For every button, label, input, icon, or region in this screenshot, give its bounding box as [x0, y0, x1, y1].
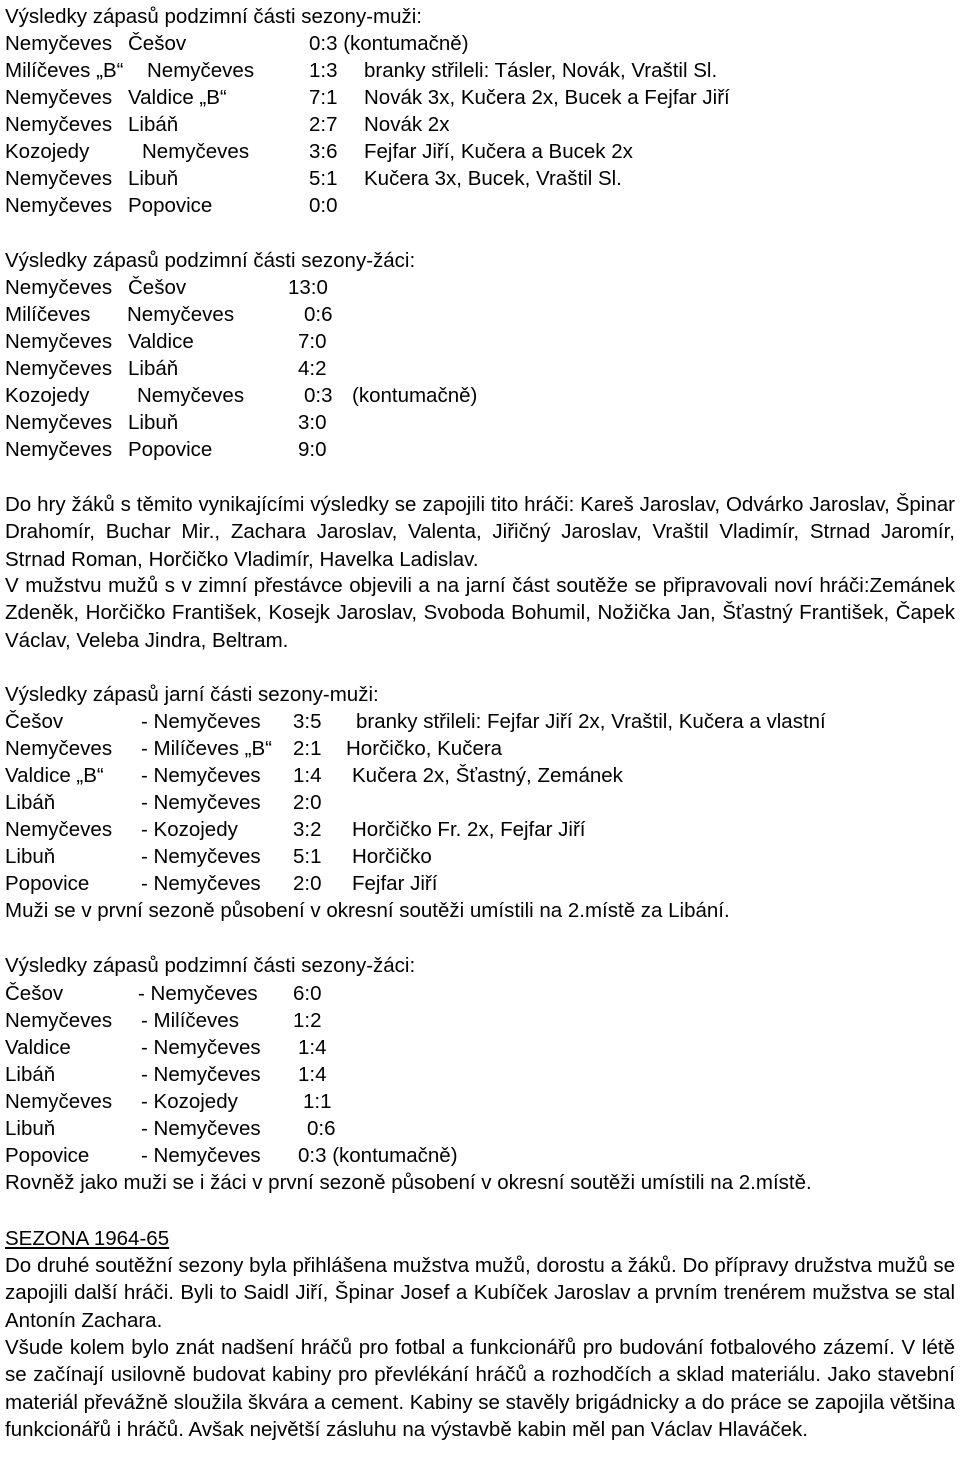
home-team: Popovice — [5, 1144, 90, 1167]
home-team: Libuň — [5, 845, 56, 868]
spring-men-heading: Výsledky zápasů jarní části sezony-muži: — [5, 683, 379, 706]
away-team: - Nemyčeves — [141, 872, 261, 895]
away-team: Valdice „B“ — [128, 86, 227, 109]
home-team: Libuň — [5, 1117, 56, 1140]
scorers-note: Horčičko — [352, 845, 432, 868]
away-team: Nemyčeves — [137, 384, 245, 407]
away-team: - Nemyčeves — [141, 1117, 261, 1140]
away-team: Libáň — [128, 113, 179, 136]
score: 2:7 — [309, 113, 338, 136]
home-team: Milíčeves — [5, 303, 91, 326]
scorers-note: branky střileli: Fejfar Jiří 2x, Vraštil, Kučera a vlastní — [356, 710, 826, 733]
home-team: Nemyčeves — [5, 276, 113, 299]
winter-players-paragraph: V mužstvu mužů s v zimní přestávce objevili a na jarní část soutěže se připravovali noví hráči:Zemánek Zdeněk, Horčičko František, Kosejk Jaroslav, Svoboda Bohumil, Nožička Jan, Šťastný František, Čapek Václav, Veleba Jindra, Beltram. — [5, 574, 955, 652]
home-team: Nemyčeves — [5, 113, 113, 136]
away-team: Nemyčeves — [142, 140, 250, 163]
score: 3:6 — [309, 140, 338, 163]
scorers-note: Kučera 3x, Bucek, Vraštil Sl. — [364, 167, 622, 190]
home-team: Nemyčeves — [5, 438, 113, 461]
spring-boys-heading: Výsledky zápasů podzimní části sezony-žáci: — [5, 954, 416, 977]
away-team: Libuň — [128, 167, 179, 190]
home-team: Nemyčeves — [5, 737, 113, 760]
boys-players-paragraph: Do hry žáků s těmito vynikajícími výsledky se zapojili tito hráči: Kareš Jaroslav, Odvárko Jaroslav, Špinar Drahomír, Buchar Mir., Zachara Jaroslav, Valenta, Jiřičný Jaroslav, Vraštil Vladimír, Strnad Jaromír, Strnad Roman, Horčičko Vladimír, Havelka Ladislav. — [5, 493, 955, 571]
score: 2:0 — [293, 872, 322, 895]
spring-boys-summary: Rovněž jako muži se i žáci v první sezoně působení v okresní soutěži umístili na 2.místě. — [5, 1171, 812, 1194]
score: 2:0 — [293, 791, 322, 814]
scorers-note: Horčičko, Kučera — [346, 737, 503, 760]
score: 3:5 — [293, 710, 322, 733]
away-team: - Nemyčeves — [141, 764, 261, 787]
home-team: Libáň — [5, 791, 56, 814]
spring-men-summary: Muži se v první sezoně působení v okresní soutěži umístili na 2.místě za Libání. — [5, 899, 730, 922]
away-team: Češov — [128, 32, 187, 55]
home-team: Valdice „B“ — [5, 764, 104, 787]
score: 2:1 — [293, 737, 322, 760]
home-team: Valdice — [5, 1036, 71, 1059]
home-team: Kozojedy — [5, 384, 90, 407]
home-team: Popovice — [5, 872, 90, 895]
scorers-note: Novák 3x, Kučera 2x, Bucek a Fejfar Jiří — [364, 86, 730, 109]
score-note: (kontumačně) — [352, 384, 478, 407]
score: 1:4 — [293, 764, 322, 787]
scorers-note: Fejfar Jiří — [352, 872, 438, 895]
score: 9:0 — [298, 438, 327, 461]
score: 1:2 — [293, 1009, 322, 1032]
away-team: - Nemyčeves — [141, 1063, 261, 1086]
away-team: - Nemyčeves — [141, 845, 261, 868]
score: 7:0 — [298, 330, 327, 353]
away-team: - Nemyčeves — [141, 710, 261, 733]
scorers-note: Horčičko Fr. 2x, Fejfar Jiří — [352, 818, 586, 841]
score: 6:0 — [293, 982, 322, 1005]
home-team: Nemyčeves — [5, 357, 113, 380]
score: 0:3 — [304, 384, 333, 407]
away-team: Popovice — [128, 194, 213, 217]
score: 1:3 — [309, 59, 338, 82]
score: 0:0 — [309, 194, 338, 217]
away-team: Popovice — [128, 438, 213, 461]
away-team: - Kozojedy — [141, 1090, 238, 1113]
away-team: - Nemyčeves — [141, 1036, 261, 1059]
away-team: Libuň — [128, 411, 179, 434]
away-team: - Kozojedy — [141, 818, 238, 841]
away-team: Nemyčeves — [127, 303, 235, 326]
home-team: Nemyčeves — [5, 1009, 113, 1032]
score: 0:6 — [307, 1117, 336, 1140]
scorers-note: Fejfar Jiří, Kučera a Bucek 2x — [364, 140, 633, 163]
autumn-boys-heading: Výsledky zápasů podzimní části sezony-žáci: — [5, 249, 416, 272]
score: 1:1 — [303, 1090, 332, 1113]
score: 4:2 — [298, 357, 327, 380]
score: 3:0 — [298, 411, 327, 434]
home-team: Kozojedy — [5, 140, 90, 163]
score: 13:0 — [288, 276, 328, 299]
score: 1:4 — [298, 1063, 327, 1086]
home-team: Nemyčeves — [5, 330, 113, 353]
home-team: Nemyčeves — [5, 1090, 113, 1113]
home-team: Nemyčeves — [5, 411, 113, 434]
home-team: Češov — [5, 710, 64, 733]
score: 0:6 — [304, 303, 333, 326]
home-team: Nemyčeves — [5, 818, 113, 841]
score: 3:2 — [293, 818, 322, 841]
away-team: - Nemyčeves — [141, 1144, 261, 1167]
scorers-note: Kučera 2x, Šťastný, Zemánek — [352, 764, 623, 787]
score: 0:3 (kontumačně) — [309, 32, 469, 55]
scorers-note: branky střileli: Tásler, Novák, Vraštil Sl. — [364, 59, 718, 82]
away-team: - Nemyčeves — [138, 982, 258, 1005]
score: 0:3 (kontumačně) — [298, 1144, 458, 1167]
season-paragraph-1: Do druhé soutěžní sezony byla přihlášena mužstva mužů, dorostu a žáků. Do přípravy družstva mužů se zapojili další hráči. Byli to Saidl Jiří, Špinar Josef a Kubíček Jaroslav a prvním trenérem mužstva se stal Antonín Zachara. — [5, 1254, 955, 1332]
autumn-men-heading: Výsledky zápasů podzimní části sezony-muži: — [5, 5, 423, 28]
home-team: Nemyčeves — [5, 32, 113, 55]
home-team: Nemyčeves — [5, 167, 113, 190]
away-team: Valdice — [128, 330, 194, 353]
score: 5:1 — [293, 845, 322, 868]
away-team: Nemyčeves — [147, 59, 255, 82]
away-team: - Nemyčeves — [141, 791, 261, 814]
away-team: - Milíčeves „B“ — [141, 737, 272, 760]
home-team: Milíčeves „B“ — [5, 59, 124, 82]
season-paragraph-2: Všude kolem bylo znát nadšení hráčů pro fotbal a funkcionářů pro budování fotbalového zázemí. V létě se začínají usilovně budovat kabiny pro převlékání hráčů a rozhodčích a sklad materiálu. Jako stavební materiál převážně sloužila škvára a cement. Kabiny se stavěly brigádnicky a do práce se zapojila většina funkcionářů i hráčů. Avšak největší zásluhu na výstavbě kabin měl pan Václav Hlaváček. — [5, 1336, 955, 1441]
away-team: Libáň — [128, 357, 179, 380]
home-team: Nemyčeves — [5, 86, 113, 109]
score: 5:1 — [309, 167, 338, 190]
scorers-note: Novák 2x — [364, 113, 450, 136]
home-team: Libáň — [5, 1063, 56, 1086]
home-team: Češov — [5, 982, 64, 1005]
score: 7:1 — [309, 86, 338, 109]
score: 1:4 — [298, 1036, 327, 1059]
away-team: - Milíčeves — [141, 1009, 239, 1032]
home-team: Nemyčeves — [5, 194, 113, 217]
season-heading: SEZONA 1964-65 — [5, 1227, 170, 1250]
away-team: Češov — [128, 276, 187, 299]
